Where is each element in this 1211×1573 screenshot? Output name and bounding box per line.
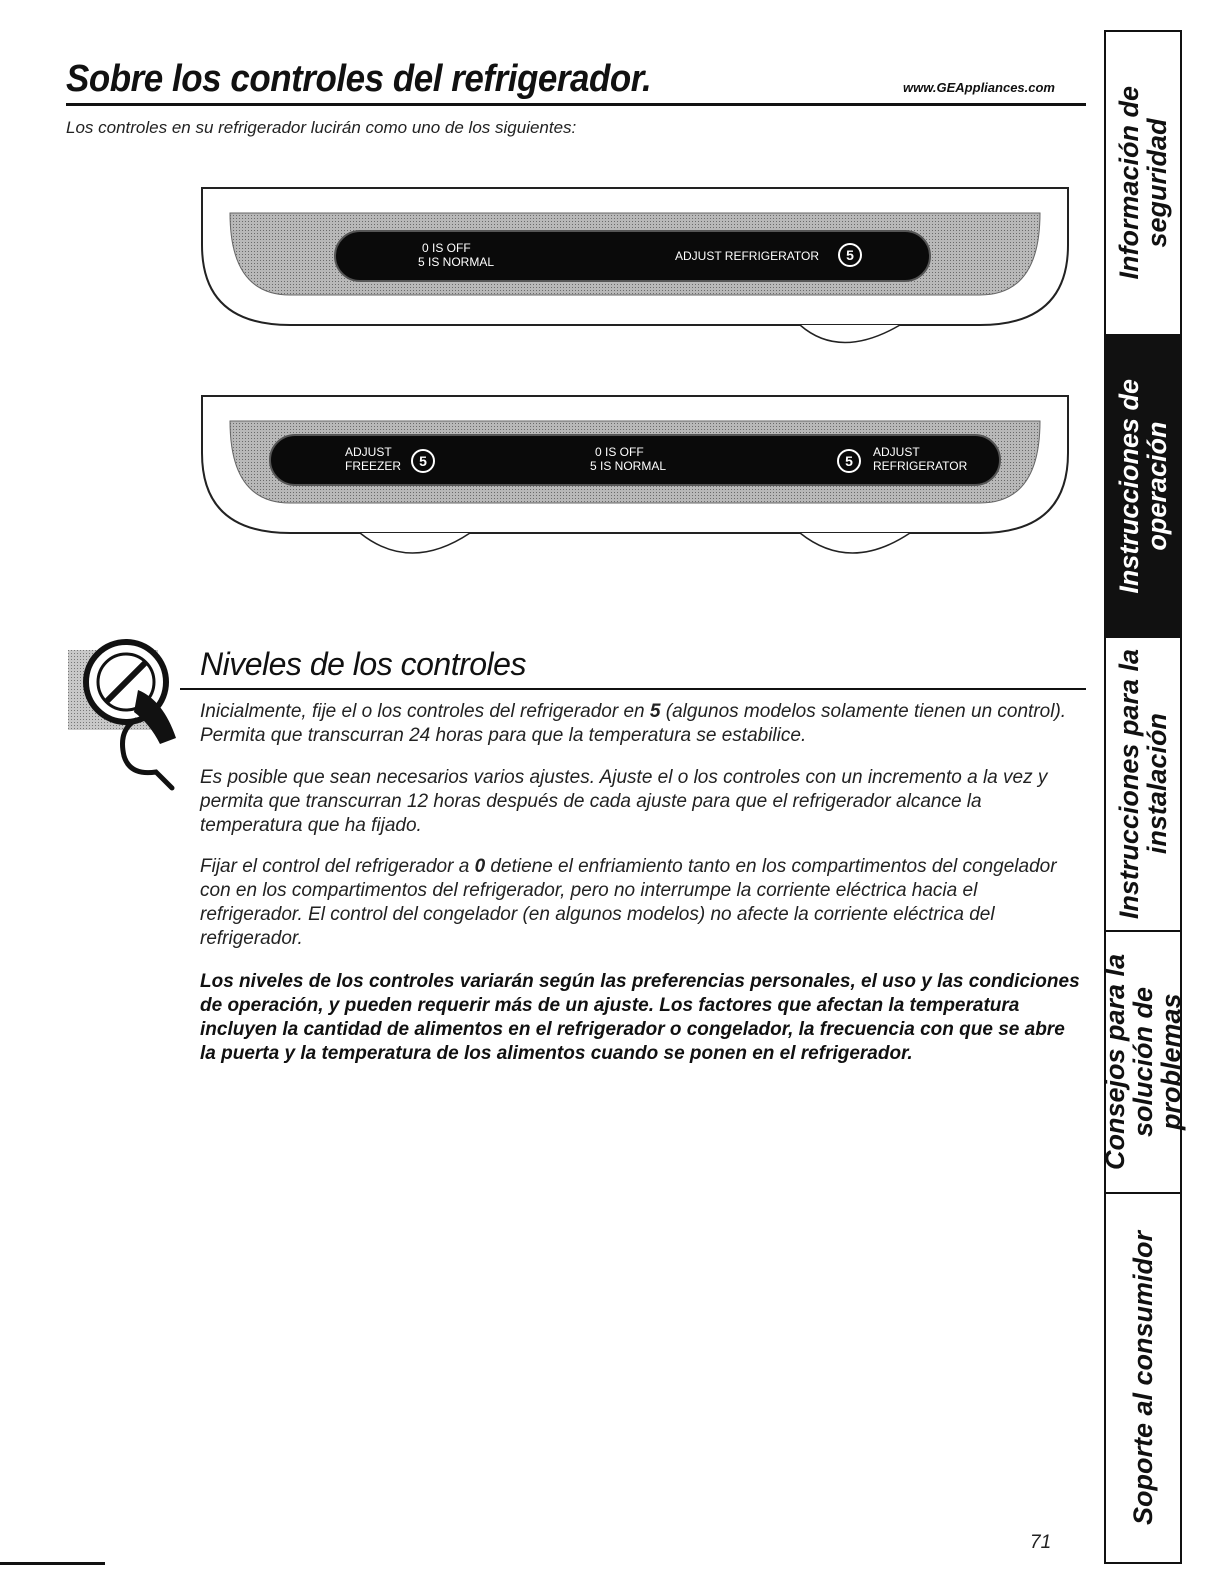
adjust-refrigerator-line2: REFRIGERATOR xyxy=(873,459,968,473)
control-panel-double xyxy=(200,393,1070,573)
bottom-rule xyxy=(0,1562,105,1565)
paragraph-zero-setting xyxy=(200,855,1080,951)
paragraph-text: Inicialmente, fije el o los controles del refrigerador en xyxy=(200,701,650,722)
paragraph-text: Fijar el control del refrigerador a xyxy=(200,856,475,877)
tab-informacion-seguridad[interactable] xyxy=(1104,30,1182,336)
paragraph-text: detiene el enfriamiento tanto en los compartimentos del congelador con en los compartimentos del refrigerador, pero no interrumpe la corriente eléctrica hacia el refrigerador. El control del congelador (en algunos modelos) no afecte la corriente eléctrica del refrigerador. xyxy=(200,856,1057,949)
tab-label: Consejos para la solución de problemas xyxy=(1100,953,1186,1171)
paragraph-initial-setting xyxy=(200,700,1080,748)
setting-value: 0 xyxy=(474,856,486,877)
tab-consejos-problemas[interactable] xyxy=(1100,930,1186,1194)
paragraph-adjustments: Es posible que sean necesarios varios ajustes. Ajuste el o los controles con un incremento a la vez y permita que transcurran 12 horas después de cada ajuste para que el refrigerador alcance la temperatura que ha fijado. xyxy=(200,767,1048,836)
dial-number-icon: 5 xyxy=(838,243,862,267)
info-line-off: 0 IS OFF xyxy=(595,445,644,459)
section-tabs xyxy=(1100,30,1186,1564)
info-line-off: 0 IS OFF xyxy=(422,241,471,255)
tab-label: Instrucciones de operación xyxy=(1114,378,1172,594)
paragraph-bold-note: Los niveles de los controles variarán según las preferencias personales, el uso y las condiciones de operación, y pueden requerir más de un ajuste. Los factores que afectan la temperatura incluyen la cantidad de alimentos en el refrigerador o congelador, la frecuencia con que se abre la puerta y la temperatura de los alimentos cuando se ponen en el refrigerador. xyxy=(200,971,1080,1064)
paragraph-text: (algunos modelos solamente tienen un control). Permita que transcurran 24 horas para que la temperatura se estabilice. xyxy=(200,701,1067,746)
adjust-freezer-line2: FREEZER xyxy=(345,459,402,473)
hand-dial-icon xyxy=(68,620,188,790)
info-line-normal: 5 IS NORMAL xyxy=(418,255,495,269)
intro-text: Los controles en su refrigerador lucirán como uno de los siguientes: xyxy=(66,118,577,137)
control-panel-double-drawing xyxy=(200,393,1070,573)
adjust-refrigerator-line1: ADJUST xyxy=(873,445,920,459)
section-rule xyxy=(180,688,1086,690)
website-url[interactable]: www.GEAppliances.com xyxy=(903,80,1055,95)
page-number: 71 xyxy=(1030,1532,1052,1553)
refrigerator-dial-number-icon: 5 xyxy=(837,449,861,473)
tab-label: Información de seguridad xyxy=(1114,86,1172,280)
adjust-refrigerator-label: ADJUST REFRIGERATOR xyxy=(675,249,820,263)
control-panel-single xyxy=(200,185,1070,360)
title-rule xyxy=(66,103,1086,106)
tab-label: Instrucciones para la instalación xyxy=(1114,648,1172,920)
page-title: Sobre los controles del refrigerador. xyxy=(66,58,652,100)
tab-label: Soporte al consumidor xyxy=(1128,1230,1158,1526)
control-panel-single-drawing xyxy=(200,185,1070,360)
freezer-dial-number-icon: 5 xyxy=(411,449,435,473)
tab-instrucciones-operacion[interactable] xyxy=(1104,334,1182,638)
tab-soporte-consumidor[interactable] xyxy=(1104,1192,1182,1564)
setting-value: 5 xyxy=(649,701,661,722)
adjust-freezer-line1: ADJUST xyxy=(345,445,392,459)
tab-instrucciones-instalacion[interactable] xyxy=(1104,636,1182,932)
info-line-normal: 5 IS NORMAL xyxy=(590,459,667,473)
section-title: Niveles de los controles xyxy=(200,646,526,682)
